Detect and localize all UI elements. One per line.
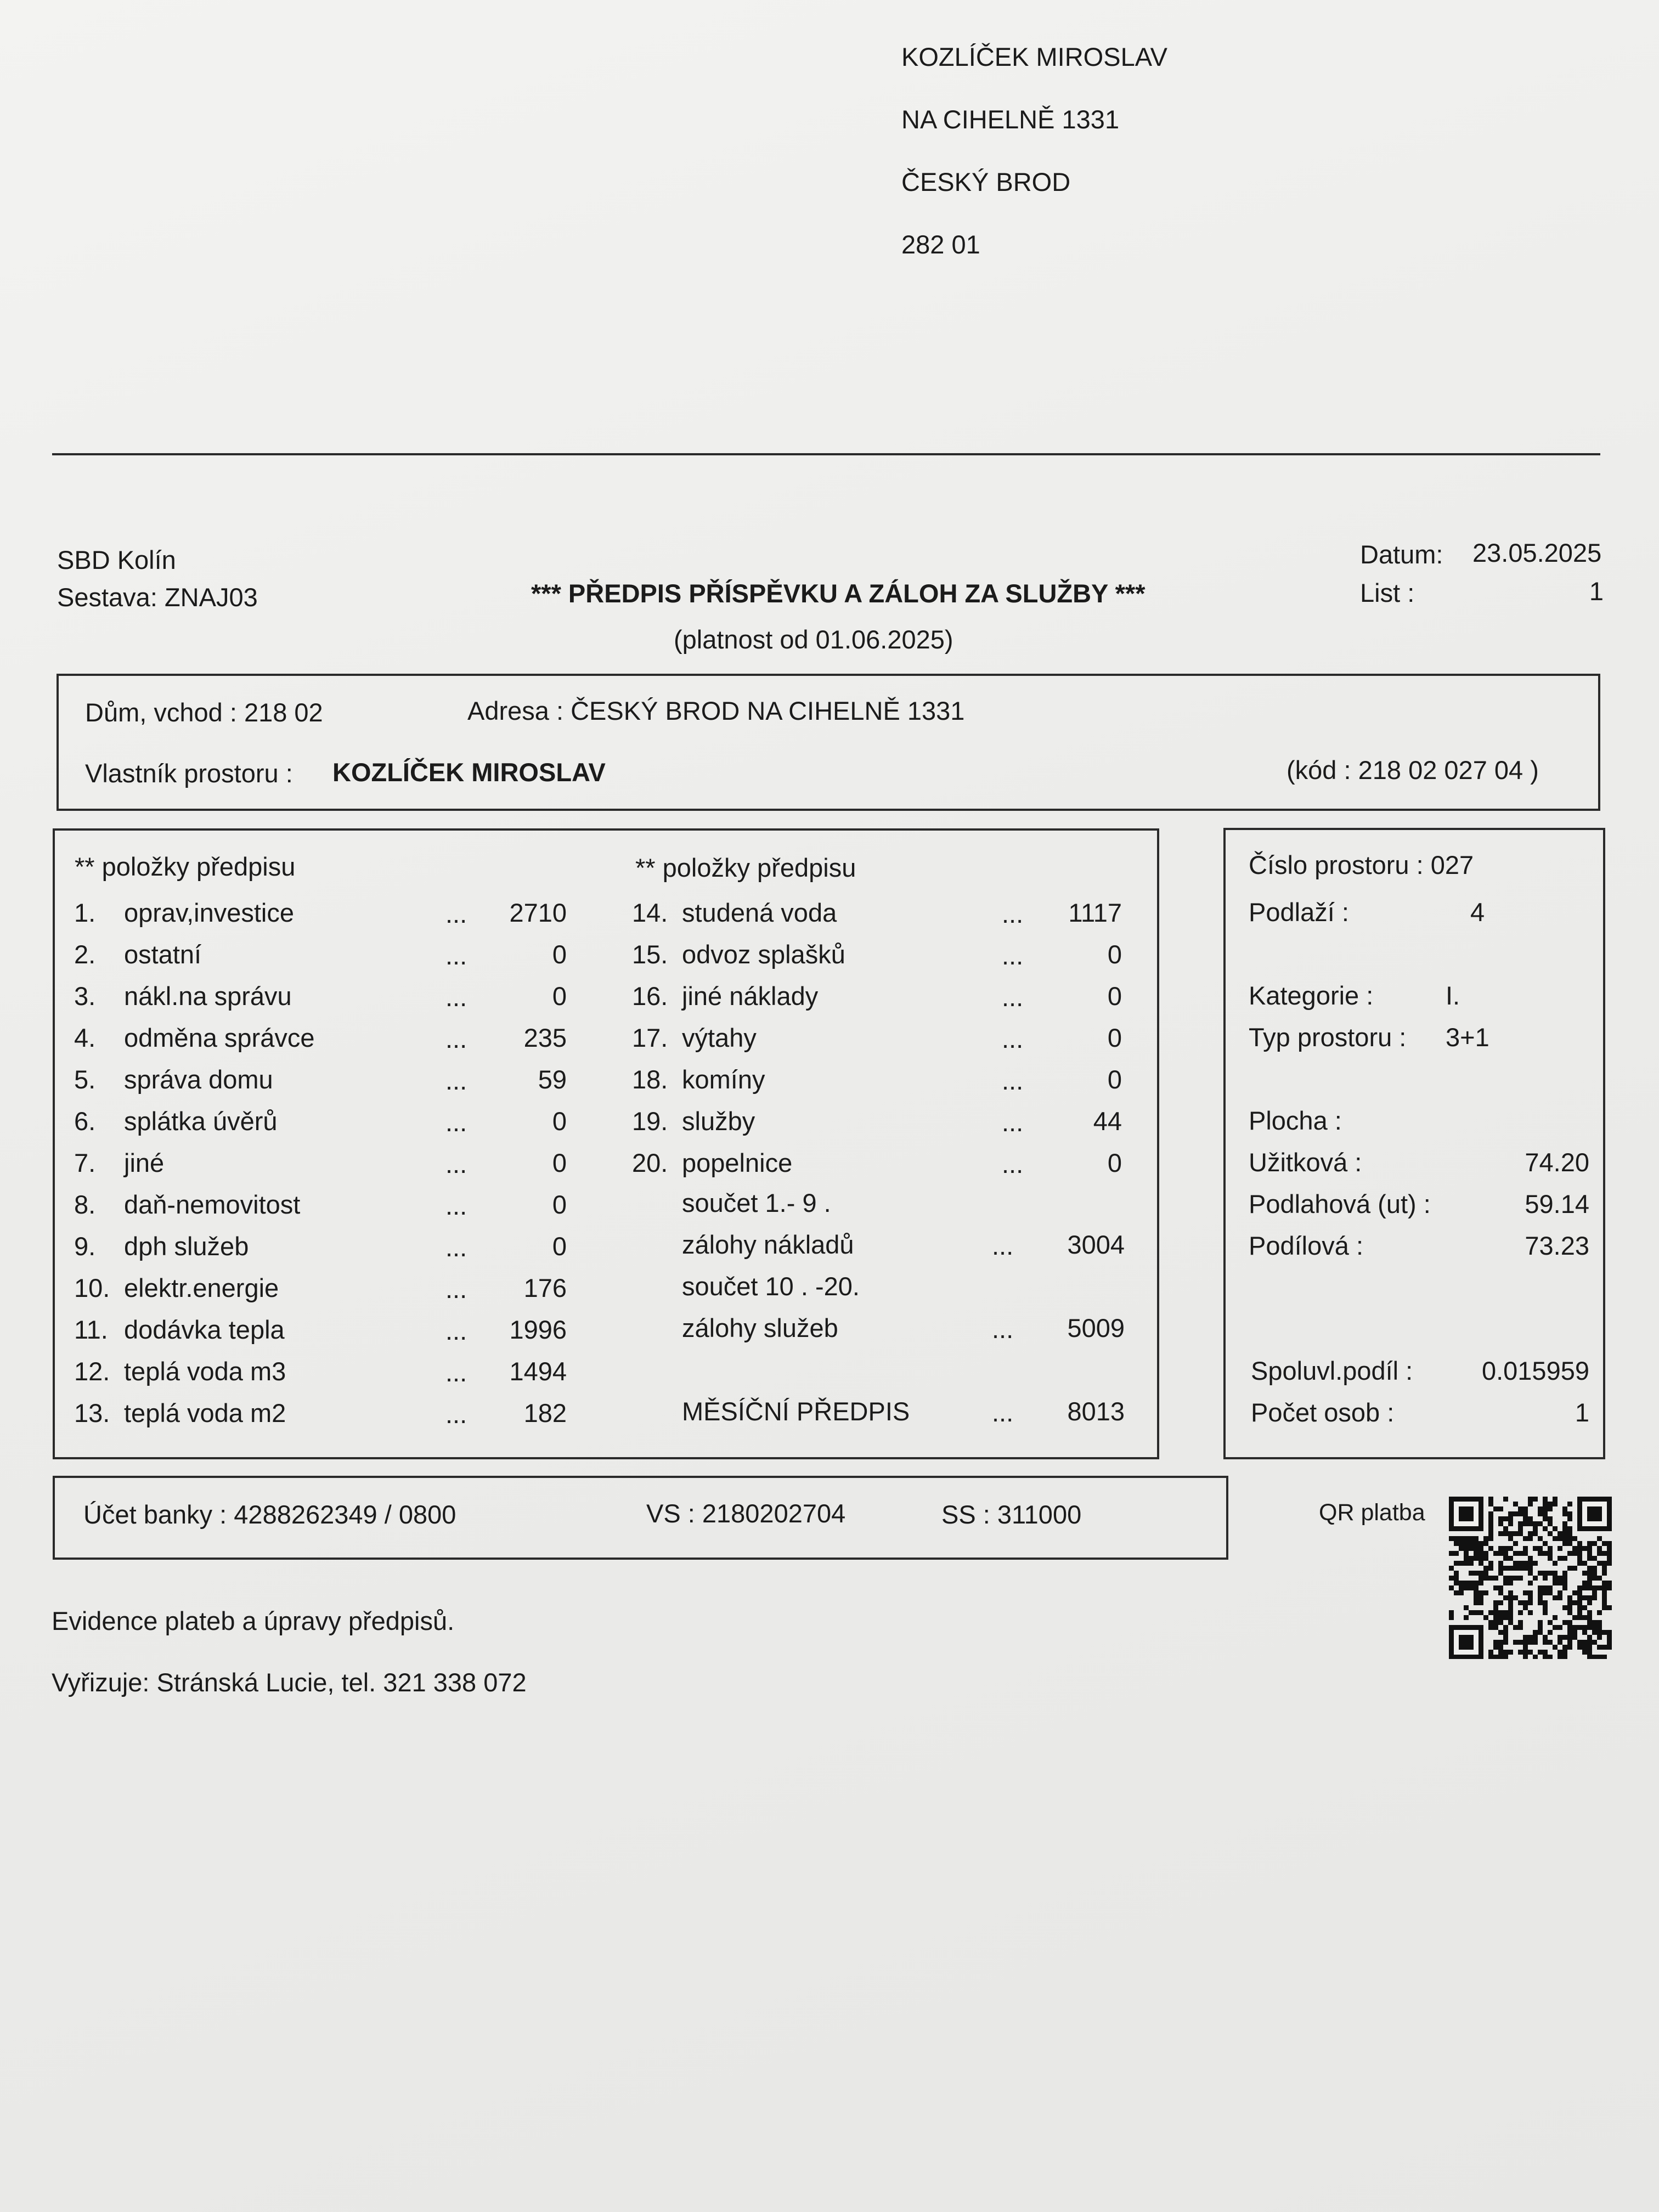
item-dots: ... [1002,941,1024,970]
item-dots: ... [445,941,467,970]
item-dots: ... [445,1233,467,1262]
category-value: I. [1446,981,1460,1010]
item-number: 19. [632,1107,668,1136]
recipient-name: KOZLÍČEK MIROSLAV [901,42,1167,71]
item-label: odměna správce [124,1023,315,1052]
validity-note: (platnost od 01.06.2025) [674,625,953,654]
item-number: 15. [632,940,668,969]
item-number: 6. [74,1107,96,1136]
date-value: 23.05.2025 [1472,538,1602,567]
bank-account: Účet banky : 4288262349 / 0800 [83,1500,456,1529]
footer-note: Evidence plateb a úpravy předpisů. [52,1606,455,1635]
item-number: 10. [74,1273,110,1302]
usable-area-label: Užitková : [1249,1148,1362,1177]
item-label: dph služeb [124,1232,249,1261]
monthly-total-label: MĚSÍČNÍ PŘEDPIS [682,1397,910,1426]
item-label: daň-nemovitost [124,1190,301,1219]
item-label: odvoz splašků [682,940,845,969]
item-label: správa domu [124,1065,273,1094]
item-dots: ... [445,1191,467,1220]
item-value: 0 [552,1107,567,1136]
item-value: 0 [1107,1065,1122,1094]
floor-label: Podlaží : [1249,898,1349,927]
item-value: 0 [552,1190,567,1219]
item-value: 0 [1107,1023,1122,1052]
item-value: 0 [1107,940,1122,969]
floor-value: 4 [1470,898,1485,927]
org-name: SBD Kolín [57,545,176,574]
item-dots: ... [445,1149,467,1178]
service-advances-value: 5009 [1067,1313,1125,1342]
item-label: teplá voda m2 [124,1398,286,1427]
item-label: služby [682,1107,755,1136]
sheet-value: 1 [1589,577,1604,606]
item-value: 2710 [509,898,567,927]
floor-area-value: 59.14 [1525,1189,1589,1218]
item-dots: ... [445,1108,467,1137]
item-number: 9. [74,1232,96,1261]
persons-label: Počet osob : [1251,1398,1395,1427]
item-dots: ... [1002,1108,1024,1137]
item-number: 3. [74,981,96,1011]
item-dots: ... [445,1024,467,1053]
date-label: Datum: [1360,540,1443,569]
sum-1-9-label: součet 1.- 9 . [682,1188,831,1217]
sheet-label: List : [1360,578,1415,607]
item-label: studená voda [682,898,837,927]
qr-payment-label: QR platba [1319,1499,1425,1526]
item-number: 7. [74,1148,96,1177]
item-value: 0 [1107,981,1122,1011]
item-dots: ... [1002,1066,1024,1095]
category-label: Kategorie : [1249,981,1374,1010]
recipient-street: NA CIHELNĚ 1331 [901,105,1120,134]
item-dots: ... [445,1066,467,1095]
item-value: 182 [523,1398,567,1427]
cost-advances-dots: ... [992,1231,1014,1260]
item-dots: ... [445,1358,467,1387]
item-label: nákl.na správu [124,981,292,1011]
qr-code-icon [1449,1497,1613,1659]
item-label: popelnice [682,1148,793,1177]
variable-symbol: VS : 2180202704 [646,1499,846,1528]
item-value: 0 [552,1148,567,1177]
item-number: 13. [74,1398,110,1427]
item-number: 12. [74,1357,110,1386]
item-label: ostatní [124,940,202,969]
item-label: výtahy [682,1023,757,1052]
owner-label: Vlastník prostoru : [85,759,293,788]
items-heading-right: ** položky předpisu [635,853,856,882]
item-dots: ... [1002,983,1024,1012]
area-heading: Plocha : [1249,1106,1342,1135]
item-value: 1996 [509,1315,567,1344]
item-label: jiné [124,1148,165,1177]
item-value: 44 [1093,1107,1122,1136]
item-value: 1494 [509,1357,567,1386]
item-number: 2. [74,940,96,969]
house-entrance: Dům, vchod : 218 02 [85,698,323,727]
coownership-share-label: Spoluvl.podíl : [1251,1356,1413,1385]
item-number: 14. [632,898,668,927]
space-type-label: Typ prostoru : [1249,1023,1407,1052]
owner-name: KOZLÍČEK MIROSLAV [332,758,606,787]
item-dots: ... [445,1400,467,1429]
item-value: 59 [538,1065,567,1094]
item-dots: ... [445,983,467,1012]
item-number: 18. [632,1065,668,1094]
separator-line [52,453,1600,455]
coownership-share-value: 0.015959 [1481,1356,1589,1385]
service-advances-dots: ... [992,1314,1014,1344]
item-number: 20. [632,1148,668,1177]
item-value: 0 [1107,1148,1122,1177]
property-box [57,674,1600,811]
item-label: dodávka tepla [124,1315,285,1344]
item-number: 17. [632,1023,668,1052]
monthly-total-value: 8013 [1067,1397,1125,1426]
item-number: 1. [74,898,96,927]
item-dots: ... [445,1316,467,1345]
items-heading-left: ** položky předpisu [75,852,296,881]
space-type-value: 3+1 [1446,1023,1489,1052]
service-advances-label: zálohy služeb [682,1313,838,1342]
item-dots: ... [1002,1024,1024,1053]
item-label: komíny [682,1065,765,1094]
item-value: 1117 [1068,898,1122,927]
sum-10-20-label: součet 10 . -20. [682,1272,860,1301]
item-label: splátka úvěrů [124,1107,278,1136]
usable-area-value: 74.20 [1525,1148,1589,1177]
item-value: 235 [523,1023,567,1052]
share-area-value: 73.23 [1525,1231,1589,1260]
document-title: *** PŘEDPIS PŘÍSPĚVKU A ZÁLOH ZA SLUŽBY *** [531,579,1146,608]
item-dots: ... [445,899,467,928]
item-label: teplá voda m3 [124,1357,286,1386]
item-number: 4. [74,1023,96,1052]
item-label: oprav,investice [124,898,294,927]
item-dots: ... [445,1274,467,1304]
property-address: Adresa : ČESKÝ BROD NA CIHELNĚ 1331 [467,696,965,725]
persons-value: 1 [1575,1398,1589,1427]
item-value: 0 [552,1232,567,1261]
item-dots: ... [1002,899,1024,928]
recipient-city: ČESKÝ BROD [901,167,1071,196]
monthly-total-dots: ... [992,1398,1014,1427]
space-number: Číslo prostoru : 027 [1249,850,1474,879]
property-code: (kód : 218 02 027 04 ) [1286,755,1539,785]
item-number: 11. [74,1315,108,1344]
contact-person: Vyřizuje: Stránská Lucie, tel. 321 338 072 [52,1668,527,1697]
item-label: jiné náklady [682,981,819,1011]
share-area-label: Podílová : [1249,1231,1364,1260]
item-value: 0 [552,940,567,969]
item-value: 176 [523,1273,567,1302]
item-dots: ... [1002,1149,1024,1178]
item-number: 16. [632,981,668,1011]
report-code: Sestava: ZNAJ03 [57,583,258,612]
item-value: 0 [552,981,567,1011]
floor-area-label: Podlahová (ut) : [1249,1189,1431,1218]
cost-advances-label: zálohy nákladů [682,1230,854,1259]
cost-advances-value: 3004 [1067,1230,1125,1259]
specific-symbol: SS : 311000 [941,1500,1082,1529]
recipient-zip: 282 01 [901,230,980,259]
item-number: 8. [74,1190,96,1219]
item-label: elektr.energie [124,1273,279,1302]
item-number: 5. [74,1065,96,1094]
